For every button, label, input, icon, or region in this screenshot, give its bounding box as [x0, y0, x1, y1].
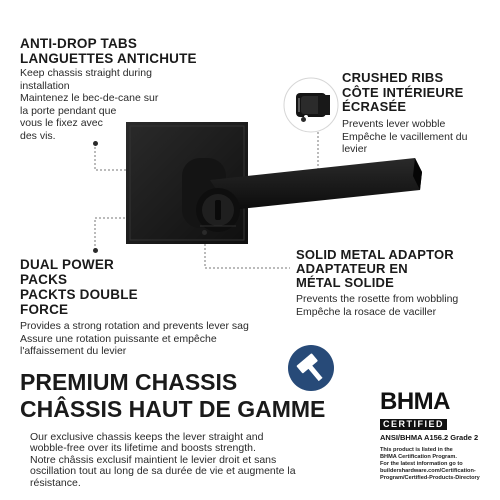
bhma-certified-logo [380, 390, 468, 428]
chassis-title-fr: CHÂSSIS HAUT DE GAMME [20, 396, 326, 422]
bhma-note-5: Program/Certified-Products-Directory [380, 475, 480, 481]
anti-drop-title-en: ANTI-DROP TABS [20, 36, 138, 51]
anti-drop-title-fr: LANGUETTES ANTICHUTE [20, 51, 197, 66]
chassis-desc-fr-3: résistance. [30, 476, 81, 489]
chassis-desc-en-1: Our exclusive chassis keeps the lever straight and [30, 431, 264, 443]
adaptor-desc-fr: Empêche la rosace de vaciller [296, 305, 437, 318]
crushed-ribs-title-fr-1: CÔTE INTÉRIEURE [342, 85, 464, 100]
anti-drop-desc-en-1: Keep chassis straight during [20, 67, 152, 79]
adaptor-description [296, 293, 458, 318]
dual-power-description [20, 320, 249, 358]
chassis-desc-fr-2: oscillation tout au long de sa durée de vie et augmente la [30, 465, 296, 478]
bhma-note [380, 447, 495, 482]
dual-power-title-en-2: PACKS [20, 272, 68, 287]
dual-power-title-fr-2: FORCE [20, 302, 69, 317]
dual-power-desc-en: Provides a strong rotation and prevents lever sag [20, 320, 249, 332]
adaptor-title-fr-1: ADAPTATEUR EN [296, 261, 408, 276]
adaptor-title-en: SOLID METAL ADAPTOR [296, 247, 454, 262]
bhma-logo-text: BHMA [380, 388, 450, 415]
adaptor-title-fr-2: MÉTAL SOLIDE [296, 275, 394, 290]
crushed-ribs-desc-fr-1: Empêche le vacillement du [342, 130, 468, 143]
adaptor-desc-en: Prevents the rosette from wobbling [296, 293, 459, 305]
anti-drop-desc-fr-4: des vis. [20, 129, 56, 142]
anti-drop-desc-fr-1: Maintenez le bec-de-cane sur [20, 92, 159, 104]
crushed-ribs-desc-fr-2: levier [342, 143, 368, 155]
dual-power-desc-fr-1: Assure une rotation puissante et empêche [20, 332, 217, 345]
dual-power-title-fr-1: PACKTS DOUBLE [20, 287, 138, 302]
bhma-note-2: BHMA Certification Program. [380, 454, 457, 460]
crushed-ribs-desc-en: Prevents lever wobble [342, 118, 446, 130]
anti-drop-marker [93, 141, 98, 146]
chassis-desc-fr-1: Notre châssis exclusif maintient le levier droit et sans [30, 453, 277, 466]
premium-chassis-banner [20, 369, 360, 427]
chassis-title-en: PREMIUM CHASSIS [20, 369, 238, 395]
dual-power-desc-fr-2: l'affaissement du levier [20, 345, 127, 357]
chassis-description [30, 432, 296, 489]
adaptor-marker [202, 230, 207, 235]
crushed-ribs-title-en: CRUSHED RIBS [342, 70, 444, 85]
anti-drop-desc-fr-3: vous le fixez avec [20, 117, 103, 129]
bhma-grade: ANSI/BHMA A156.2 Grade 2 [380, 433, 479, 442]
anti-drop-desc-en-2: installation [20, 79, 70, 92]
anti-drop-desc-fr-2: la porte pendant que [20, 104, 117, 117]
dual-power-marker [93, 248, 98, 253]
crushed-ribs-title-fr-2: ÉCRASÉE [342, 99, 407, 114]
bhma-note-3: For the latest information go to [380, 461, 463, 467]
door-lever-lock-icon [120, 100, 500, 260]
bhma-logo-sub: CERTIFIED [380, 419, 447, 430]
bhma-note-1: This product is listed in the [380, 447, 453, 453]
bhma-note-4: buildershardware.com/Certification- [380, 468, 476, 474]
dual-power-title-en-1: DUAL POWER [20, 257, 115, 272]
chassis-desc-en-2: wobble-free over its lifetime and boosts strength. [30, 442, 256, 455]
